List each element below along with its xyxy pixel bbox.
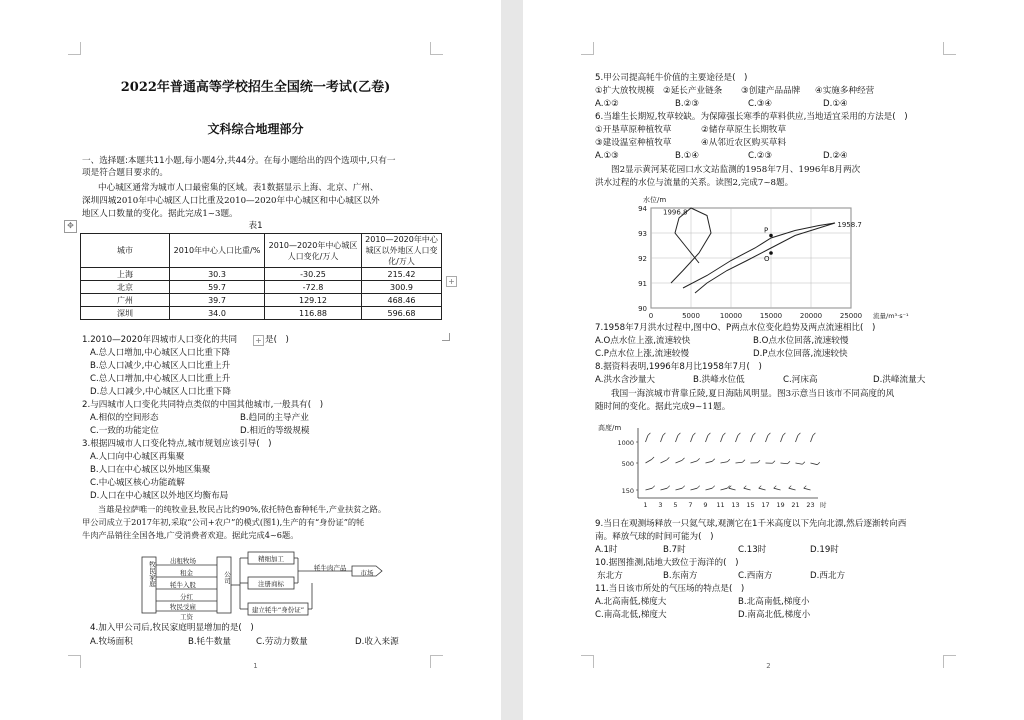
wind-chart (598, 418, 828, 513)
table-cell: 116.88 (265, 307, 362, 320)
option: A.人口向中心城区再集聚 (90, 452, 185, 462)
table-header: 2010—2020年中心城区以外地区人口变化/万人 (362, 234, 442, 268)
x-tick-label: 5000 (682, 312, 700, 320)
passage-line: 牛肉产品销往全国各地,广受消费者欢迎。据此完成4~6题。 (82, 530, 299, 540)
y-tick-label: 500 (621, 460, 634, 468)
table-header: 城市 (81, 234, 170, 268)
flow-label: 出租牧场 (170, 557, 196, 565)
wind-barb-flag (774, 486, 777, 489)
y-tick-label: 92 (638, 255, 647, 263)
x-tick-label: 25000 (839, 312, 863, 320)
option: B.7时 (663, 545, 686, 555)
wind-barb-flag (652, 486, 655, 489)
wind-barb (661, 435, 663, 442)
crop-mark (430, 42, 443, 55)
table-cell: 30.3 (170, 268, 265, 281)
option: A.北高南低,梯度大 (595, 597, 667, 607)
wind-barb-flag (652, 457, 655, 460)
flow-label: 分红 (180, 593, 193, 601)
option: C.②③ (748, 151, 773, 161)
wind-barb-flag (804, 486, 807, 489)
wind-barb-flag (738, 433, 741, 436)
page-subtitle: 文科综合地理部分 (207, 122, 304, 136)
table-cell: 上海 (81, 268, 170, 281)
table-cell: 北京 (81, 281, 170, 294)
table-row (81, 294, 442, 307)
option: D.收入来源 (355, 637, 399, 647)
passage-line: 图2显示黄河某花园口水文站监测的1958年7月、1996年8月两次 (611, 165, 861, 175)
option: C.西南方 (738, 571, 773, 581)
question-1-stem-end: 是( ) (265, 335, 289, 345)
option: B.总人口减少,中心城区人口比重上升 (90, 361, 231, 371)
option: D.西北方 (810, 571, 846, 581)
x-tick-label: 21 (791, 501, 800, 509)
option: C.总人口增加,中心城区人口比重上升 (90, 374, 231, 384)
page-number: 1 (253, 662, 258, 670)
option: D.南高北低,梯度小 (738, 610, 811, 620)
table-cell: 34.0 (170, 307, 265, 320)
option: D.P点水位回落,流速较快 (753, 349, 848, 359)
table-resize-handle[interactable] (442, 333, 450, 341)
table-cell: 300.9 (362, 281, 442, 294)
wind-barb (721, 462, 728, 463)
option: B.北高南低,梯度小 (738, 597, 810, 607)
wind-barb (646, 435, 648, 442)
wind-barb (706, 488, 713, 490)
page-2 (523, 0, 1014, 720)
wind-barb-flag (648, 433, 651, 436)
passage-line: 中心城区通常为城市人口最密集的区域。表1数据显示上海、北京、广州、 (98, 183, 379, 193)
x-tick-label: 15000 (759, 312, 783, 320)
option: C.南高北低,梯度大 (595, 610, 667, 620)
table-cell: 广州 (81, 294, 170, 307)
table-cell: 468.46 (362, 294, 442, 307)
option: D.19时 (810, 545, 839, 555)
crop-mark (943, 42, 956, 55)
passage-line: 当雄是拉萨唯一的纯牧业县,牧民占比约90%,依托特色畜种牦牛,产业扶贫之路。 (98, 504, 387, 514)
x-tick-label: 11 (716, 501, 725, 509)
wind-barb-flag (753, 433, 756, 436)
option: A.①③ (595, 151, 619, 161)
y-tick-label: 90 (638, 305, 647, 313)
wind-barb-flag (723, 433, 726, 436)
option: B.②③ (675, 99, 700, 109)
option: B.洪峰水位低 (693, 375, 745, 385)
x-tick-label: 20000 (799, 312, 823, 320)
wind-barb-flag (787, 461, 790, 464)
y-axis-label: 水位/m (643, 196, 667, 204)
item: ③建设温室种植牧草 (595, 138, 672, 148)
wind-barb-flag (678, 433, 681, 436)
question-4-stem: 4.加入甲公司后,牧民家庭明显增加的是( ) (90, 623, 254, 633)
wind-barb (676, 488, 683, 490)
option: C.P点水位上涨,流速较慢 (595, 349, 689, 359)
wind-barb (721, 488, 728, 490)
x-axis-label: 流量/m³·s⁻¹ (873, 312, 909, 320)
x-tick-label: 13 (731, 501, 740, 509)
option: C.13时 (738, 545, 767, 555)
wind-barb-flag (798, 433, 801, 436)
wind-barb (744, 488, 751, 490)
wind-barb-flag (772, 461, 775, 464)
option: C.③④ (748, 99, 773, 109)
point-marker (769, 234, 773, 238)
company-box-label: 公司 (223, 571, 231, 584)
wind-barb-flag (693, 433, 696, 436)
section-intro-line: 一、选择题:本题共11小题,每小题4分,共44分。在每小题给出的四个选项中,只有一 (82, 156, 396, 166)
option: D.相近的等级规模 (240, 426, 310, 436)
option: B.东南方 (663, 571, 698, 581)
option: C.河床高 (783, 375, 818, 385)
wind-barb-flag (667, 486, 670, 489)
x-tick-label: 9 (703, 501, 708, 509)
wind-barb (789, 488, 796, 490)
wind-barb-flag (663, 433, 666, 436)
table-row (81, 307, 442, 320)
wind-barb (766, 435, 768, 442)
series-label: 1958.7 (837, 220, 862, 229)
wind-barb (811, 435, 813, 442)
wind-barb (646, 488, 653, 490)
flow-label: 牧民受雇 (170, 603, 196, 611)
table-cell: -30.25 (265, 268, 362, 281)
point-label: P (764, 226, 769, 235)
option: B.O点水位回落,流速较慢 (753, 336, 849, 346)
option: A.洪水含沙量大 (595, 375, 656, 385)
question-7-stem: 7.1958年7月洪水过程中,图中O、P两点水位变化趋势及两点流速相比( ) (595, 323, 876, 333)
wind-barb-flag (697, 486, 700, 489)
wind-barb (676, 460, 682, 463)
page-1 (10, 0, 501, 720)
question-2-stem: 2.与四城市人口变化共同特点类似的中国其他城市,一般具有( ) (82, 400, 324, 410)
add-row-icon[interactable]: + (253, 335, 264, 346)
item: ①开垦草原种植牧草 (595, 125, 672, 135)
x-tick-label: 15 (746, 501, 755, 509)
option: B.牦牛数量 (188, 637, 232, 647)
wind-barb (751, 435, 753, 442)
wind-barb (804, 488, 811, 490)
option: C.中心城区核心功能疏解 (90, 478, 185, 488)
crop-mark (68, 42, 81, 55)
wind-barb (796, 435, 798, 442)
table-caption: 表1 (248, 221, 263, 231)
wind-barb (774, 488, 781, 490)
wind-barb (759, 488, 766, 490)
wind-barb (811, 463, 818, 465)
herder-box-label: 牧民家庭 (148, 561, 156, 587)
question-1-stem: 1.2010—2020年四城市人口变化的共同 (82, 335, 238, 345)
wind-barb (691, 461, 698, 463)
x-tick-label: 3 (658, 501, 663, 509)
wind-barb-flag (712, 459, 715, 462)
wind-barb-flag (757, 460, 760, 463)
x-tick-label: 7 (688, 501, 693, 509)
x-tick-label: 5 (673, 501, 678, 509)
item: ④从邻近农区购买草料 (701, 138, 787, 148)
wind-barb-flag (682, 486, 685, 489)
flow-label: 牦牛入股 (170, 581, 196, 589)
option: D.②④ (823, 151, 848, 161)
process-box: 注册商标 (258, 580, 284, 588)
question-9-stem: 9.当日在观测场释放一只氦气球,观测它在1千米高度以下先向北漂,然后逐渐转向西 (595, 519, 907, 529)
passage-line: 甲公司成立于2017年初,采取“公司+农户”的模式(图1),生产的有“身份证”的牦 (82, 517, 365, 527)
wind-barb-flag (783, 433, 786, 436)
wind-barb-flag (667, 457, 670, 460)
question-6-stem: 6.当雄生长期短,牧草较缺。为保障强长寒季的草料供应,当地适宜采用的方法是( ) (595, 112, 908, 122)
x-tick-label: 10000 (719, 312, 743, 320)
option: A.牧场面积 (90, 637, 133, 647)
wind-barb (781, 463, 788, 464)
question-5-stem: 5.甲公司提高牦牛价值的主要途径是( ) (595, 73, 748, 83)
x-axis-suffix: 时 (820, 501, 827, 509)
y-tick-label: 93 (638, 230, 647, 238)
y-tick-label: 91 (638, 280, 647, 288)
wind-barb-flag (813, 433, 816, 436)
x-tick-label: 1 (643, 501, 648, 509)
passage-line: 洪水过程的水位与流量的关系。读图2,完成7~8题。 (595, 178, 794, 188)
option: B.人口在中心城区以外地区集聚 (90, 465, 211, 475)
series-label: 1996.8 (663, 208, 688, 217)
option: C.一致的功能定位 (90, 426, 159, 436)
wind-barb (796, 463, 803, 464)
population-table (80, 233, 442, 320)
figure-1-diagram (140, 543, 390, 621)
option: A.O点水位上涨,流速较快 (595, 336, 691, 346)
table-cell: 39.7 (170, 294, 265, 307)
table-cell: 59.7 (170, 281, 265, 294)
add-column-icon[interactable]: + (446, 276, 457, 287)
wind-barb-flag (759, 486, 762, 489)
wind-barb (729, 488, 736, 490)
wind-barb (706, 461, 713, 463)
item: ④实施多种经营 (815, 86, 875, 96)
y-axis-label: 高度/m (598, 424, 622, 432)
wind-barb-flag (712, 486, 715, 489)
y-tick-label: 1000 (617, 439, 634, 447)
option: C.劳动力数量 (256, 637, 308, 647)
wind-barb-flag (817, 462, 820, 465)
item: ①扩大放牧规模 (595, 86, 655, 96)
table-header: 2010—2020年中心城区人口变化/万人 (265, 234, 362, 268)
table-cell: 129.12 (265, 294, 362, 307)
option: D.洪峰流量大 (873, 375, 926, 385)
item: ②储存草原生长期牧草 (701, 125, 787, 135)
market-label: 市场 (360, 569, 374, 577)
flow-label: 租金 (180, 569, 193, 577)
table-cell: 215.42 (362, 268, 442, 281)
wind-barb-flag (742, 460, 745, 463)
x-tick-label: 19 (776, 501, 785, 509)
item: ②延长产业链条 (663, 86, 723, 96)
wind-barb (736, 435, 738, 442)
table-move-handle[interactable]: ✥ (64, 220, 77, 233)
option: A.①② (595, 99, 619, 109)
x-tick-label: 17 (761, 501, 770, 509)
option: A.总人口增加,中心城区人口比重下降 (90, 348, 231, 358)
option: B.①④ (675, 151, 700, 161)
passage-line: 深圳四城2010年中心城区人口比重及2010—2020年中心城区和中心城区以外 (82, 196, 380, 206)
wind-barb (691, 488, 698, 490)
page-number: 2 (766, 662, 771, 670)
table-row (81, 281, 442, 294)
wind-barb-flag (768, 433, 771, 436)
process-box: 建立牦牛“身份证” (251, 606, 305, 614)
option: 东北方 (597, 571, 623, 581)
option: A.相似的空间形态 (90, 413, 159, 423)
option: D.人口在中心城区以外地区均衡布局 (90, 491, 229, 501)
page-title: 2022年普通高等学校招生全国统一考试(乙卷) (120, 80, 391, 95)
x-tick-label: 0 (648, 312, 654, 320)
wind-barb-flag (682, 458, 685, 461)
question-8-stem: 8.据资料表明,1996年8月比1958年7月( ) (595, 362, 762, 372)
water-level-chart (613, 192, 913, 322)
passage-line: 地区人口数量的变化。据此完成1~3题。 (82, 209, 238, 219)
passage-line: 我国一海滨城市背靠丘陵,夏日海陆风明显。图3示意当日该市不同高度的风 (611, 389, 895, 399)
wind-barb (721, 435, 723, 442)
table-cell: -72.8 (265, 281, 362, 294)
point-marker (769, 251, 773, 255)
wind-barb-flag (789, 486, 792, 489)
wind-barb-flag (727, 459, 730, 462)
question-10-stem: 10.据图推测,陆地大致位于海洋的( ) (595, 558, 739, 568)
option: D.①④ (823, 99, 848, 109)
table-cell: 深圳 (81, 307, 170, 320)
wind-barb-flag (744, 486, 747, 489)
point-label: O (764, 255, 770, 263)
table-row (81, 268, 442, 281)
question-3-stem: 3.根据四城市人口变化特点,城市规划应该引导( ) (82, 439, 272, 449)
option: D.总人口减少,中心城区人口比重下降 (90, 387, 231, 397)
option: A.1时 (595, 545, 618, 555)
table-header: 2010年中心人口比重/% (170, 234, 265, 268)
wind-barb (736, 462, 743, 463)
crop-mark (581, 42, 594, 55)
product-label: 牦牛肉产品 (314, 564, 347, 572)
flow-label: 工资 (180, 613, 193, 621)
wind-barb (706, 435, 708, 442)
wind-barb (676, 435, 678, 442)
wind-barb-flag (708, 433, 711, 436)
process-box: 精细加工 (258, 555, 284, 563)
section-intro-line: 项是符合题目要求的。 (82, 168, 168, 178)
wind-barb (661, 488, 668, 490)
option: B.趋同的主导产业 (240, 413, 309, 423)
item: ③创建产品品牌 (741, 86, 801, 96)
passage-line: 随时间的变化。据此完成9~11题。 (595, 402, 731, 412)
wind-barb (661, 460, 667, 463)
wind-barb-flag (802, 462, 805, 465)
wind-barb (691, 435, 693, 442)
wind-barb (781, 435, 783, 442)
y-tick-label: 150 (621, 487, 634, 495)
page-gap (501, 0, 523, 720)
wind-barb-flag (697, 458, 700, 461)
wind-barb (646, 460, 652, 464)
y-tick-label: 94 (638, 205, 647, 213)
question-9-stem-cont: 南。释放气球的时间可能为( ) (595, 532, 714, 542)
question-11-stem: 11.当日该市所处的气压场的特点是( ) (595, 584, 745, 594)
table-cell: 596.68 (362, 307, 442, 320)
x-tick-label: 23 (806, 501, 815, 509)
